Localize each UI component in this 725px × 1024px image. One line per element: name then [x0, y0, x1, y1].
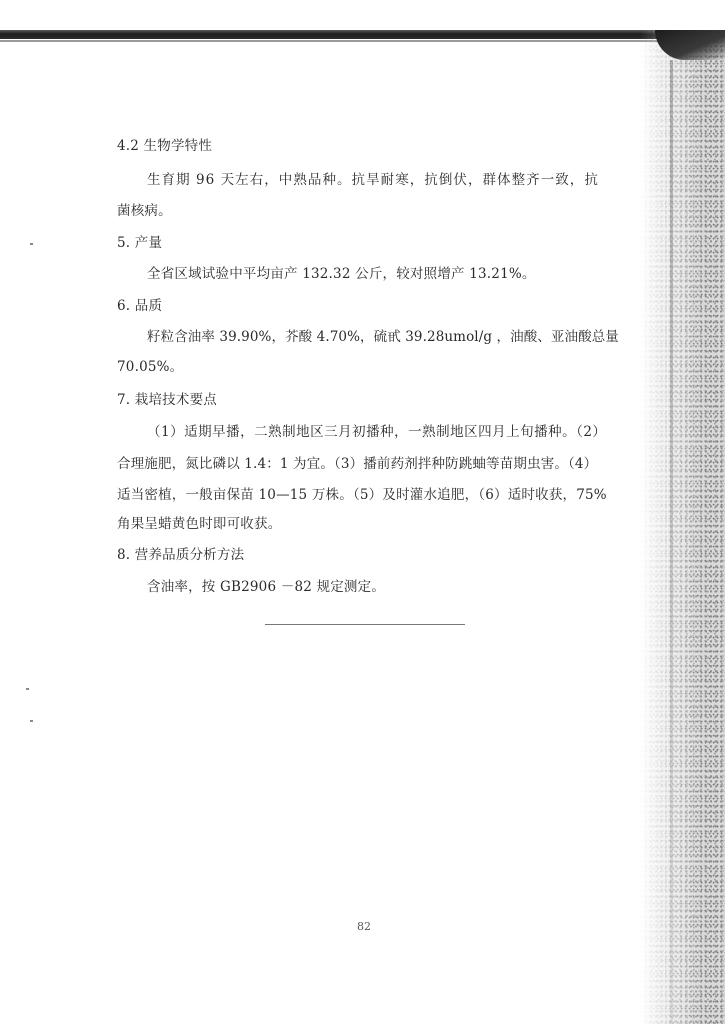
margin-speck	[26, 688, 29, 690]
section-heading-5: 5. 产量	[117, 235, 163, 251]
scan-right-edge-noise	[640, 30, 725, 1024]
page-number: 82	[357, 920, 371, 933]
section-end-rule	[265, 624, 465, 625]
scan-page-fold	[670, 60, 673, 1024]
scan-top-border	[0, 30, 690, 39]
margin-speck	[30, 720, 33, 722]
scan-top-border-thin	[0, 40, 660, 42]
paragraph-line: 生育期 96 天左右，中熟品种。抗旱耐寒，抗倒伏，群体整齐一致，抗	[147, 172, 599, 188]
margin-speck	[30, 243, 33, 245]
paragraph-line: 全省区域试验中平均亩产 132.32 公斤，较对照增产 13.21%。	[147, 266, 536, 282]
paragraph-line: （1）适期早播，二熟制地区三月初播种，一熟制地区四月上旬播种。（2）	[147, 424, 607, 440]
paragraph-line: 70.05%。	[117, 359, 184, 375]
section-heading-4-2: 4.2 生物学特性	[117, 138, 213, 154]
section-heading-6: 6. 品质	[117, 298, 163, 314]
paragraph-line: 适当密植，一般亩保苗 10—15 万株。（5）及时灌水追肥，（6）适时收获，75%	[117, 487, 607, 503]
section-heading-7: 7. 栽培技术要点	[117, 392, 217, 408]
section-heading-8: 8. 营养品质分析方法	[117, 547, 245, 563]
paragraph-line: 菌核病。	[117, 203, 172, 219]
paragraph-line: 籽粒含油率 39.90%，芥酸 4.70%，硫甙 39.28umol/g ，油酸、亚油酸总量	[147, 329, 619, 345]
paragraph-line: 含油率，按 GB2906 －82 规定测定。	[147, 579, 386, 595]
paragraph-line: 角果呈蜡黄色时即可收获。	[117, 516, 282, 532]
paragraph-line: 合理施肥，氮比磷以 1.4：1 为宜。（3）播前药剂拌种防跳蚰等苗期虫害。（4）	[117, 456, 598, 472]
